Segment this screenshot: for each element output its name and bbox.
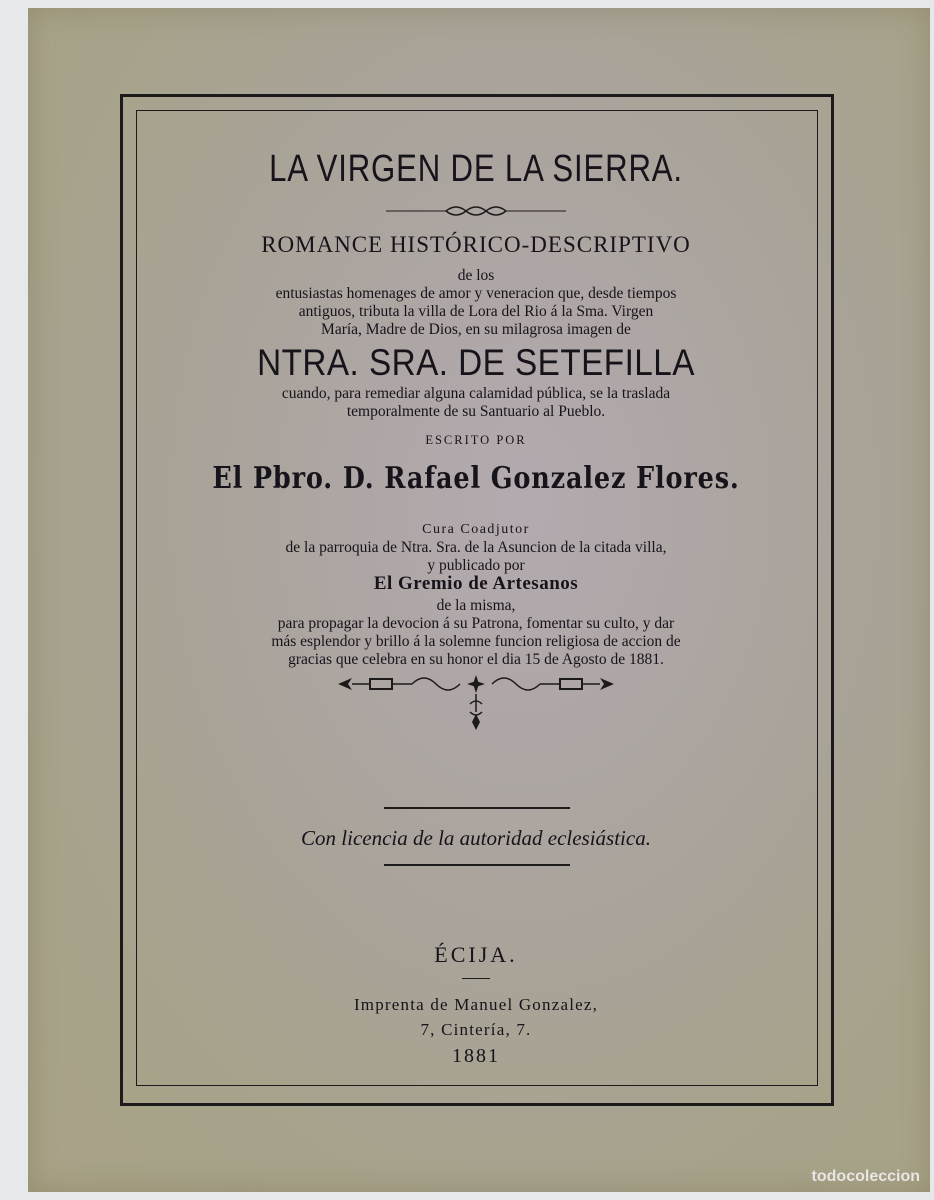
occasion-paragraph: [140, 385, 812, 421]
purpose-line: para propagar la devocion á su Patrona, fomentar su culto, y dar: [277, 615, 675, 632]
parish-line: y publicado por: [427, 557, 525, 574]
city-name: ÉCIJA.: [434, 942, 518, 967]
description-paragraph: [140, 267, 812, 339]
author-name: El Pbro. D. Rafael Gonzalez Flores.: [212, 461, 740, 496]
purpose-line: de la misma,: [436, 597, 516, 614]
parish-paragraph: [140, 539, 812, 575]
publisher-name: El Gremio de Artesanos: [373, 573, 579, 594]
written-by-label: ESCRITO POR: [425, 433, 527, 447]
parish-line: de la parroquia de Ntra. Sra. de la Asuncion de la citada villa,: [285, 539, 667, 556]
cover-subtitle: ROMANCE HISTÓRICO-DESCRIPTIVO: [261, 232, 691, 257]
address-line: 7, Cintería, 7.: [420, 1020, 532, 1039]
occasion-line: cuando, para remediar alguna calamidad pública, se la traslada: [281, 385, 671, 402]
description-line: entusiastas homenages de amor y veneracion que, desde tiempos: [275, 285, 677, 302]
purpose-paragraph: [140, 597, 812, 669]
watermark-logo: todocoleccion: [811, 1168, 920, 1185]
purpose-line: más esplendor y brillo á la solemne funcion religiosa de accion de: [271, 633, 681, 650]
author-role: Cura Coadjutor: [422, 522, 530, 537]
license-text: Con licencia de la autoridad eclesiástica.: [301, 826, 651, 850]
divider-rule: [384, 807, 570, 809]
image-name-heading: NTRA. SRA. DE SETEFILLA: [257, 342, 695, 383]
description-line: María, Madre de Dios, en su milagrosa imagen de: [321, 321, 631, 338]
publication-year: 1881: [452, 1045, 500, 1067]
cover-text-block: [140, 0, 812, 1200]
description-line: antiguos, tributa la villa de Lora del Rio á la Sma. Virgen: [298, 303, 654, 320]
decorative-ornament-icon: [336, 672, 616, 732]
occasion-line: temporalmente de su Santuario al Pueblo.: [346, 403, 606, 420]
divider-rule: [384, 864, 570, 866]
printer-line: Imprenta de Manuel Gonzalez,: [353, 995, 599, 1014]
purpose-line: gracias que celebra en su honor el dia 15 de Agosto de 1881.: [288, 651, 664, 668]
title-ornament-icon: [386, 202, 566, 220]
cover-title: LA VIRGEN DE LA SIERRA.: [269, 148, 683, 190]
description-line: de los: [457, 267, 495, 284]
small-dash: [462, 978, 490, 979]
